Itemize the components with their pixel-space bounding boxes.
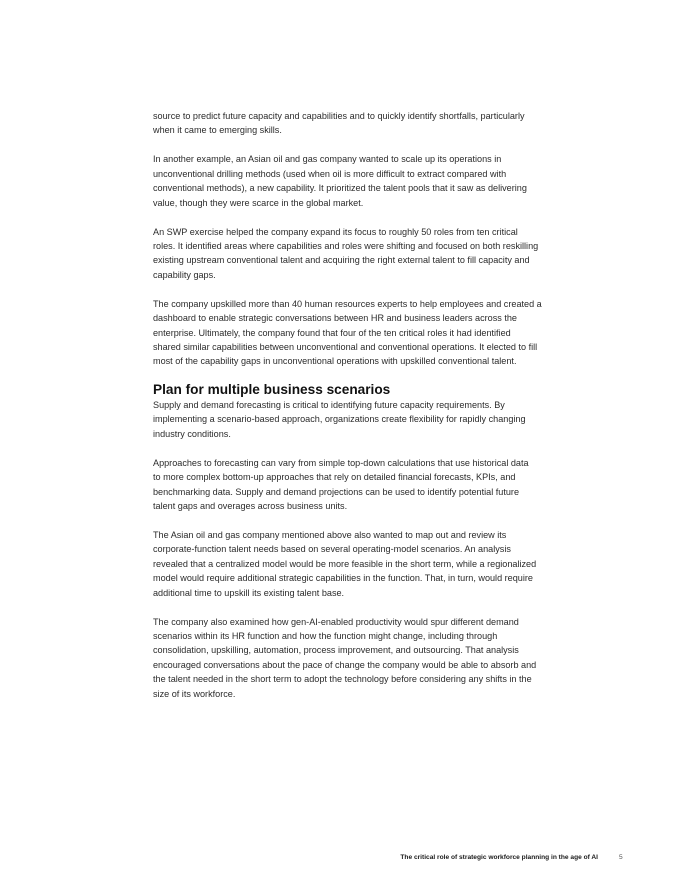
body-paragraph: source to predict future capacity and capabilities and to quickly identify shortfalls, particularly when it came to emerging skills. — [153, 111, 525, 136]
body-paragraph: The company upskilled more than 40 human resources experts to help employees and created a dashboard to enable strategic conversations between HR and business leaders across the enterprise. Ultimately, the company found that four of the ten critical roles it had identified shared similar capabilities between unconventional and conventional operations. It elected to fill most of the capability gaps in unconventional operations with upskilled conventional talent. — [153, 298, 542, 367]
section-heading: Plan for multiple business scenarios — [153, 382, 391, 398]
footer-title: The critical role of strategic workforce planning in the age of AI — [400, 854, 598, 861]
body-paragraph: Supply and demand forecasting is critical to identifying future capacity requirements. By implementing a scenario-based approach, organizations create flexibility for rapidly changing industry conditions. — [153, 399, 526, 439]
body-paragraph: The company also examined how gen-AI-enabled productivity would spur different demand scenarios within its HR function and how the function might change, including through consolidation, upskilling, automation, process improvement, and outsourcing. That analysis encouraged conversations about the pace of change the company would be able to absorb and the talent needed in the short term to adopt the technology before considering any shifts in the size of its workforce. — [153, 616, 537, 699]
body-paragraph: In another example, an Asian oil and gas company wanted to scale up its operations in unconventional drilling methods (used when oil is more difficult to extract compared with conventional methods), a new capability. It prioritized the talent pools that it saw as delivering value, though they were scarce in the global market. — [153, 154, 527, 208]
page-footer — [0, 852, 680, 864]
body-paragraph: An SWP exercise helped the company expand its focus to roughly 50 roles from ten critical roles. It identified areas where capabilities and roles were shifting and focused on both reskilling existing upstream conventional talent and acquiring the right external talent to fill capacity and capability gaps. — [153, 226, 539, 280]
body-paragraph: The Asian oil and gas company mentioned above also wanted to map out and review its corporate-function talent needs based on several operating-model scenarios. An analysis revealed that a centralized model would be more feasible in the short term, while a regionalized model would require additional strategic capabilities in the function. That, in turn, would require additional time to upskill its existing talent base. — [153, 529, 537, 598]
page-number: 5 — [619, 854, 623, 861]
body-paragraph: Approaches to forecasting can vary from simple top-down calculations that use historical data to more complex bottom-up approaches that rely on detailed financial forecasts, KPIs, and benchmarking data. Supply and demand projections can be used to identify potential future talent gaps and overages across business units. — [153, 457, 529, 511]
page-body — [153, 109, 585, 701]
